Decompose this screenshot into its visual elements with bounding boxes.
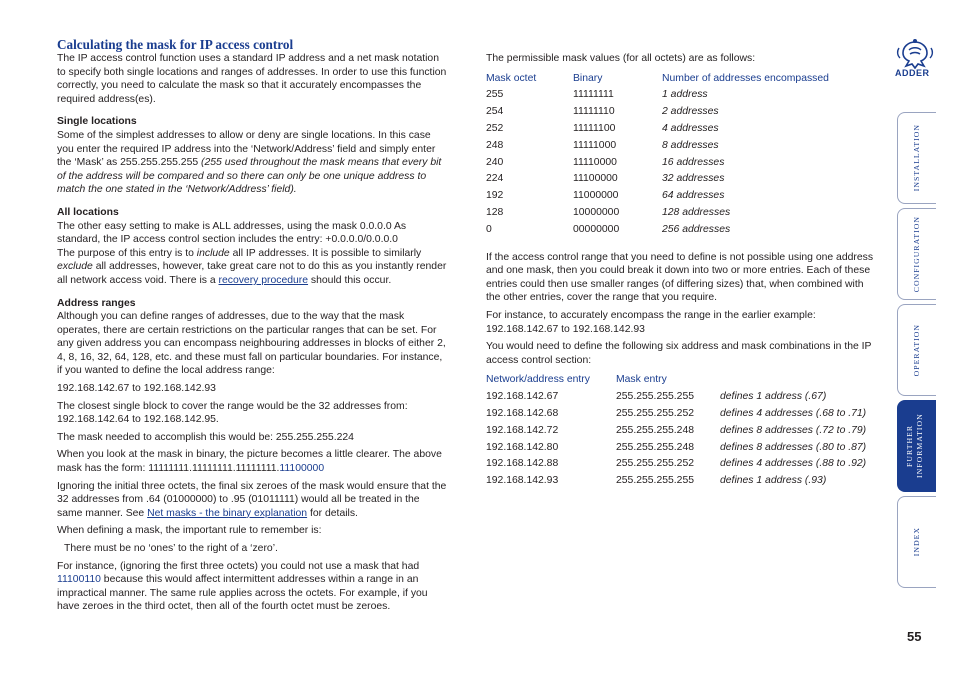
- table-cell: 192.168.142.67: [486, 391, 559, 403]
- tab-further-information[interactable]: [897, 400, 936, 492]
- mask-needed-text: The mask needed to accomplish this would be:: [57, 431, 276, 443]
- table-cell: 240: [486, 156, 504, 168]
- table-cell: 255.255.255.252: [616, 458, 695, 470]
- example-intro: For instance, to accurately encompass the range in the earlier example:: [486, 309, 816, 321]
- table-row: [486, 390, 866, 407]
- page-title: Calculating the mask for IP access control: [57, 37, 294, 52]
- table-cell: 192.168.142.68: [486, 407, 559, 419]
- single-locations-heading: Single locations: [57, 116, 137, 128]
- all-text-3: The purpose of this entry is to: [57, 247, 197, 259]
- all-text-5: all addresses, however, take great care not to do this as you instantly render all network access void. There is a: [57, 261, 447, 286]
- ranges-paragraph-6: When defining a mask, the important rule to remember is:: [57, 525, 322, 537]
- table-row: [486, 139, 829, 156]
- range-2-period: .: [215, 414, 219, 426]
- column-header: Number of addresses encompassed: [662, 72, 829, 84]
- address-ranges-heading: Address ranges: [57, 297, 136, 309]
- table-cell: 0: [486, 223, 492, 235]
- left-column: [57, 37, 447, 618]
- table-cell: 11000000: [573, 190, 619, 202]
- table-row: [486, 407, 866, 424]
- table-cell: 192: [486, 190, 504, 202]
- table-row: [486, 223, 829, 240]
- ranges-paragraph-7: [57, 560, 447, 614]
- table-cell: defines 4 addresses (.88 to .92): [720, 458, 867, 470]
- table-cell: 16 addresses: [662, 156, 725, 168]
- table-row: [486, 206, 829, 223]
- all-include-word: include: [196, 247, 230, 259]
- breakdown-paragraph: If the access control range that you need to define is not possible using one address and one mask, then you could break it down into two or more entries. Each of these entries could then use smaller ranges (of differing sizes) that, when combined with the other entries, cover the range that you require.: [486, 251, 874, 304]
- table-cell: 11111000: [573, 139, 617, 151]
- net-masks-link[interactable]: Net masks - the binary explanation: [147, 507, 308, 519]
- range-1-to: to: [129, 383, 144, 395]
- column-header: Mask octet: [486, 72, 537, 84]
- table-cell: 192.168.142.88: [486, 458, 559, 470]
- column-header: Network/address entry: [486, 374, 590, 386]
- table-cell: 64 addresses: [662, 190, 725, 202]
- details-text: for details.: [307, 507, 358, 519]
- range-2-end: 192.168.142.95: [143, 414, 216, 426]
- table-cell: 11100000: [573, 173, 618, 185]
- table-row: [486, 441, 866, 458]
- example-to: to: [558, 323, 573, 335]
- table-cell: 00000000: [573, 223, 620, 235]
- table-cell: 252: [486, 122, 504, 134]
- binary-mask-last-octet: 11100000: [279, 463, 325, 475]
- single-text: Some of the simplest addresses to allow or deny are single locations. In this case you enter the required IP address into the ‘Network/Address’ field and simply enter the ‘Mask’ as: [57, 129, 436, 169]
- table-cell: defines 8 addresses (.72 to .79): [720, 424, 867, 436]
- intro-paragraph: The IP access control function uses a standard IP address and a net mask notation to specify both single locations and ranges of addresses. In order to use this function correctly, you need to calculate the mask so that it accurately encompasses the required address(es).: [57, 53, 447, 105]
- table-cell: 255: [486, 89, 504, 101]
- tab-configuration[interactable]: [897, 208, 936, 300]
- table-cell: 32 addresses: [662, 173, 725, 185]
- table-cell: 192.168.142.72: [486, 424, 559, 436]
- table-cell: 255.255.255.252: [616, 407, 695, 419]
- tab-installation[interactable]: [897, 112, 936, 204]
- table-cell: 255.255.255.248: [616, 424, 695, 436]
- table-header-row: [486, 373, 866, 390]
- table-cell: 11111110: [573, 106, 615, 118]
- table-cell: 11111100: [573, 122, 616, 134]
- table-cell: 8 addresses: [662, 139, 719, 151]
- page-number: 55: [907, 629, 922, 644]
- table-cell: 10000000: [573, 206, 620, 218]
- octet-rule-text: because this would affect intermittent addresses within a range in an impractical manner. The same rule applies across the octets. For example, if you have zeroes in the third octet, then all of the fourth octet must be zeroes.: [57, 574, 428, 613]
- table-cell: 248: [486, 139, 504, 151]
- right-column: [486, 52, 876, 491]
- instance-text: For instance, (ignoring the first three octets) you could not use a mask that had: [57, 560, 420, 572]
- ranges-paragraph-5: [57, 480, 447, 521]
- bad-mask-example: 11100110: [57, 574, 101, 586]
- table-row: [486, 105, 829, 122]
- tab-index[interactable]: [897, 496, 936, 588]
- example-range: [486, 323, 876, 337]
- six-combinations-paragraph: You would need to define the following six address and mask combinations in the IP access control section:: [486, 341, 872, 366]
- all-text-4: all IP addresses. It is possible to similarly: [229, 247, 422, 259]
- single-locations-paragraph: [57, 129, 447, 197]
- tab-label: FURTHER INFORMATION: [905, 413, 924, 479]
- table-cell: 2 addresses: [662, 106, 719, 118]
- table-row: [486, 189, 829, 206]
- permissible-intro: The permissible mask values (for all octets) are as follows:: [486, 53, 756, 64]
- column-header: Binary: [573, 72, 603, 84]
- ranges-paragraph-2: The closest single block to cover the range would be the 32 addresses from:: [57, 400, 408, 412]
- single-mask-value: 255.255.255.255: [120, 157, 199, 169]
- table-cell: 128: [486, 206, 504, 218]
- tab-operation[interactable]: [897, 304, 936, 396]
- table-cell: 11110000: [573, 156, 617, 168]
- logo-text: ADDER: [895, 68, 930, 78]
- all-text-2: As standard, the IP access control section includes the entry:: [57, 220, 407, 246]
- ranges-paragraph-3: [57, 431, 447, 445]
- binary-mask-prefix: 11111111.11111111.11111111.: [148, 463, 280, 475]
- table-cell: 4 addresses: [662, 122, 719, 134]
- all-default-entry: +0.0.0.0/0.0.0.0: [325, 234, 398, 246]
- column-header: [720, 373, 866, 390]
- table-row: [486, 424, 866, 441]
- mask-rule: There must be no ‘ones’ to the right of a ‘zero’.: [64, 543, 278, 554]
- ranges-paragraph-1: Although you can define ranges of addresses, due to the way that the mask operates, there are certain restrictions on the particular ranges that can be set. For any given address you can encompass neighbouring addresses in blocks of either 2, 4, 8, 16, 32, 64, 128, etc. and these must fall on particular boundaries. For instance, if you wanted to define the local address range:: [57, 311, 446, 377]
- table-row: [486, 457, 866, 474]
- tab-label: OPERATION: [912, 323, 921, 377]
- table-cell: 256 addresses: [662, 223, 731, 235]
- range-1: [57, 382, 447, 396]
- table-cell: 1 address: [662, 89, 708, 101]
- tab-label: CONFIGURATION: [912, 215, 921, 293]
- table-row: [486, 474, 866, 491]
- table-row: [486, 172, 829, 189]
- ignoring-text: Ignoring the initial three octets, the final six zeroes of the mask would ensure that the 32 addresses from .64 (01000000) to .95 (01011111) would all be treated in the same manner. See: [57, 480, 447, 519]
- all-text-6: should this occur.: [308, 274, 392, 286]
- recovery-procedure-link[interactable]: recovery procedure: [218, 274, 309, 286]
- example-end: 192.168.142.93: [572, 323, 645, 335]
- table-row: [486, 88, 829, 105]
- range-2-start: 192.168.142.64: [57, 414, 130, 426]
- table-cell: defines 1 address (.67): [720, 391, 827, 403]
- column-header: Mask entry: [616, 374, 667, 386]
- ranges-paragraph-4: [57, 448, 447, 475]
- tab-label: INDEX: [912, 527, 921, 557]
- all-exclude-word: exclude: [57, 261, 93, 273]
- table-cell: defines 1 address (.93): [720, 475, 827, 487]
- tab-label: INSTALLATION: [912, 124, 921, 192]
- table-row: [486, 122, 829, 139]
- all-locations-paragraph: [57, 220, 447, 288]
- table-cell: 224: [486, 173, 504, 185]
- example-start: 192.168.142.67: [486, 323, 559, 335]
- binary-text: When you look at the mask in binary, the picture becomes a little clearer. The above mask has the form:: [57, 449, 442, 475]
- all-mask-value: 0.0.0.0: [359, 220, 392, 232]
- range-1-start: 192.168.142.67: [57, 383, 130, 395]
- table-row: [486, 156, 829, 173]
- table-cell: 254: [486, 106, 504, 118]
- table-cell: 255.255.255.255: [616, 475, 695, 487]
- mask-needed-value: 255.255.255.224: [275, 431, 354, 443]
- range-2-to: to: [129, 414, 144, 426]
- all-locations-heading: All locations: [57, 206, 119, 218]
- table-header-row: [486, 72, 829, 89]
- table-cell: 11111111: [573, 89, 614, 101]
- range-1-end: 192.168.142.93: [143, 383, 216, 395]
- table-cell: defines 4 addresses (.68 to .71): [720, 407, 867, 419]
- table-cell: 128 addresses: [662, 206, 731, 218]
- table-cell: 192.168.142.93: [486, 475, 559, 487]
- single-italic-note: (255 used throughout the mask means that every bit of the address will be compared and so there can only be one unique address to match the one stated in the ‘Network/Address’ field).: [57, 157, 442, 196]
- mask-values-table: [486, 72, 829, 240]
- range-2: [57, 413, 447, 427]
- all-text-1: The other easy setting to make is ALL addresses, using the mask: [57, 220, 360, 232]
- combinations-table: [486, 373, 866, 491]
- table-cell: 192.168.142.80: [486, 441, 559, 453]
- table-cell: 255.255.255.255: [616, 391, 695, 403]
- table-cell: 255.255.255.248: [616, 441, 695, 453]
- table-cell: defines 8 addresses (.80 to .87): [720, 441, 867, 453]
